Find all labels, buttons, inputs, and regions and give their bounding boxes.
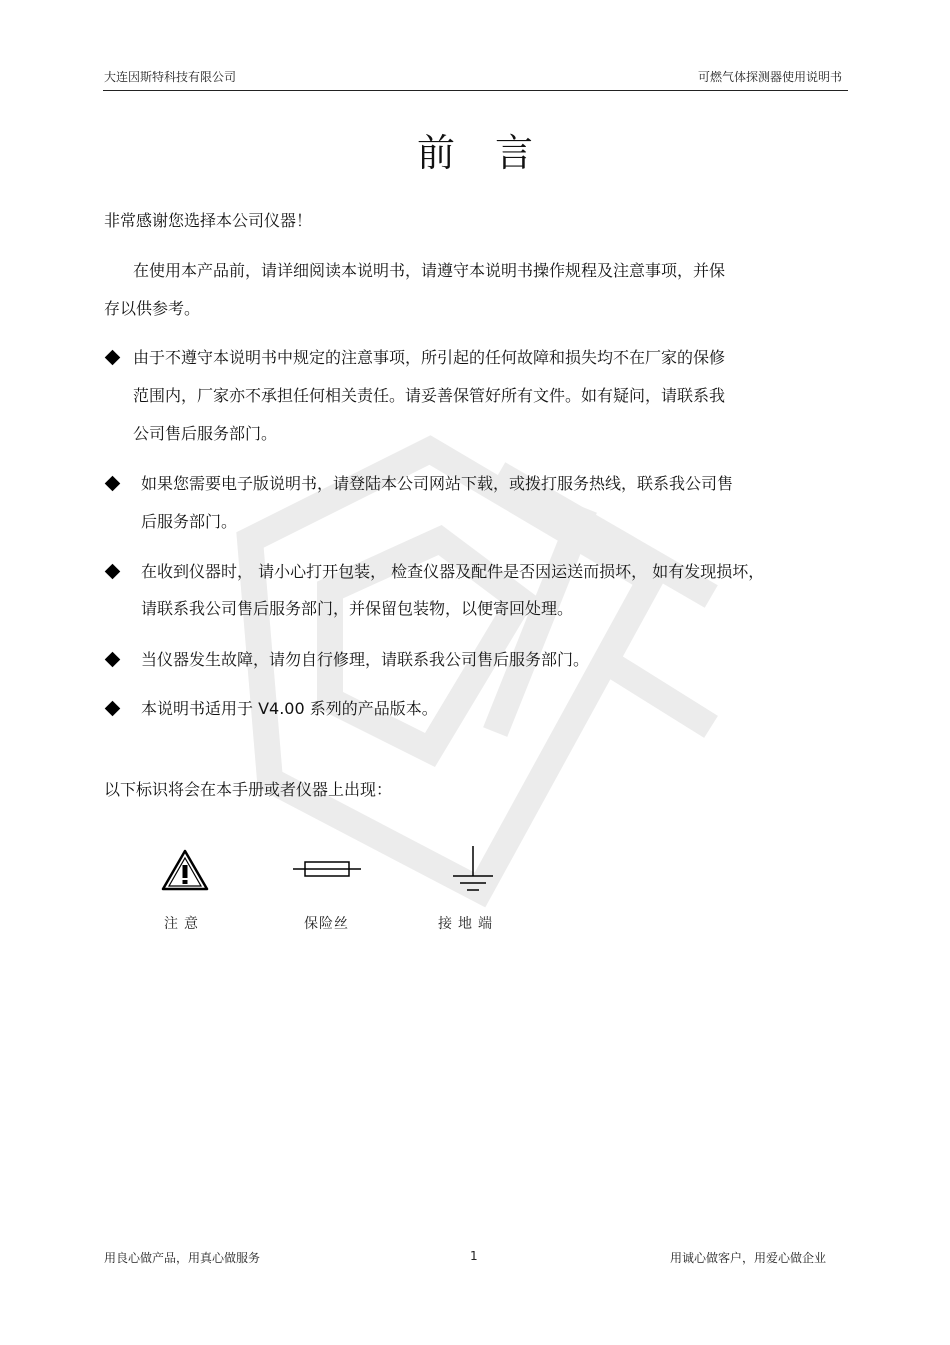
bullet-3-line-1: 在收到仪器时， 请小心打开包装， 检查仪器及配件是否因运送而损坏， 如有发现损坏， (141, 562, 765, 581)
warning-triangle-icon (160, 848, 210, 892)
greeting-text: 非常感谢您选择本公司仪器！ (104, 211, 313, 230)
bullet-1-line-1: 由于不遵守本说明书中规定的注意事项，所引起的任何故障和损失均不在厂家的保修 (133, 348, 726, 367)
page-title: 前言 (416, 131, 573, 175)
footer-right-slogan: 用诚心做客户，用爱心做企业 (669, 1251, 826, 1265)
bullet-2-line-2: 后服务部门。 (141, 512, 238, 531)
bullet-diamond-icon (105, 652, 121, 668)
intro-paragraph-line-1: 在使用本产品前，请详细阅读本说明书，请遵守本说明书操作规程及注意事项，并保 (133, 261, 726, 280)
bullet-diamond-icon (105, 350, 121, 366)
bullet-2-line-1: 如果您需要电子版说明书，请登陆本公司网站下载，或拨打服务热线，联系我公司售 (141, 474, 734, 493)
symbol-label-warning: 注意 (164, 916, 204, 932)
bullet-5-line-1: 本说明书适用于 V4.00 系列的产品版本。 (141, 699, 438, 718)
bullet-1-line-3: 公司售后服务部门。 (133, 424, 278, 443)
bullet-diamond-icon (105, 564, 121, 580)
header-divider (103, 90, 848, 91)
ground-icon (450, 846, 496, 894)
bullet-diamond-icon (105, 476, 121, 492)
page-number: 1 (470, 1249, 478, 1263)
header-company: 大连因斯特科技有限公司 (104, 70, 237, 84)
intro-paragraph-line-2: 存以供参考。 (104, 299, 201, 318)
symbol-label-fuse: 保险丝 (304, 916, 349, 932)
symbol-label-ground: 接地端 (438, 916, 498, 932)
bullet-diamond-icon (105, 701, 121, 717)
bullet-3-line-2: 请联系我公司售后服务部门，并保留包装物，以便寄回处理。 (141, 599, 574, 618)
header-manual-title: 可燃气体探测器使用说明书 (697, 70, 842, 84)
fuse-icon (293, 858, 361, 880)
bullet-4-line-1: 当仪器发生故障，请勿自行修理，请联系我公司售后服务部门。 (141, 650, 590, 669)
bullet-1-line-2: 范围内，厂家亦不承担任何相关责任。请妥善保管好所有文件。如有疑问，请联系我 (133, 386, 726, 405)
symbols-intro-text: 以下标识将会在本手册或者仪器上出现： (104, 780, 393, 799)
footer-left-slogan: 用良心做产品，用真心做服务 (104, 1251, 261, 1265)
